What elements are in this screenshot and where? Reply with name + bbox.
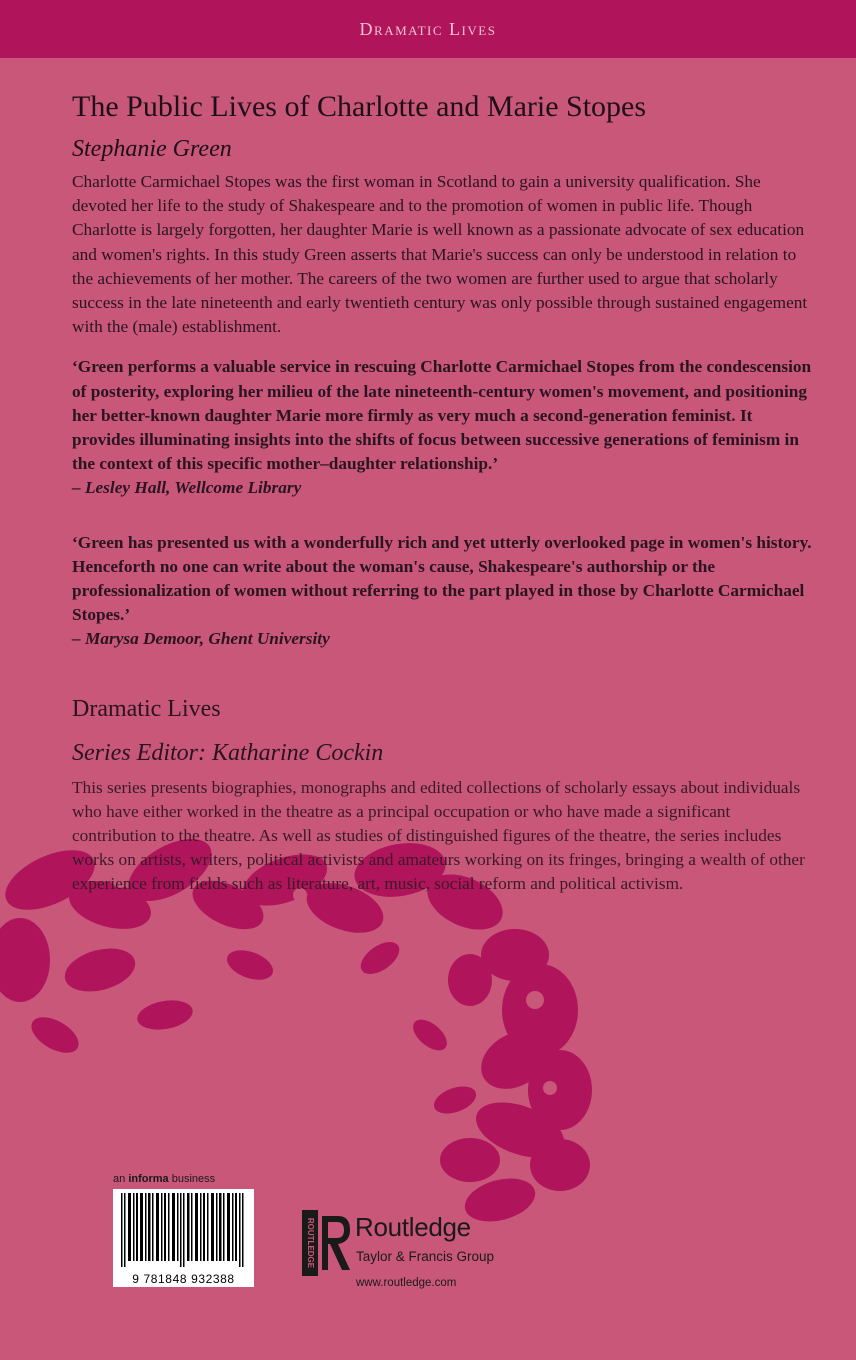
review-quote-2: ‘Green has presented us with a wonderfully rich and yet utterly overlooked page in women's history. Henceforth no one can write about the woman's cause, Shakespeare's authorship or the professionalization of women without referring to the part played in those by Charlotte Carmichael Stopes.’ bbox=[72, 532, 812, 625]
series-title: Dramatic Lives bbox=[72, 695, 221, 722]
routledge-logo-text: ROUTLEDGE bbox=[305, 1217, 315, 1269]
informa-business-tag bbox=[113, 1173, 215, 1185]
review-attribution-1: – Lesley Hall, Wellcome Library bbox=[72, 478, 302, 498]
review-quote-1: ‘Green performs a valuable service in rescuing Charlotte Carmichael Stopes from the condescension of posterity, exploring her milieu of the late nineteenth-century women's movement, and positioning her better-known daughter Marie more firmly as very much a second-generation feminist. It provides illuminating insights into the shifts of focus between successive generations of feminism in the context of this specific mother–daughter relationship.’ bbox=[72, 357, 812, 474]
barcode-bars bbox=[119, 1193, 248, 1267]
series-description: This series presents biographies, monographs and edited collections of scholarly essays about individuals who have either worked in the theatre as a principal occupation or who have made a significant contribution to the theatre. As well as studies of distinguished figures of the theatre, the series includes works on artists, writers, political activists and amateurs working on its fringes, bringing a wealth of other experience from fields such as literature, art, music, social reform and political activism. bbox=[72, 777, 805, 894]
routledge-logo-icon bbox=[302, 1210, 352, 1276]
isbn-digits: 9 781848 932388 bbox=[132, 1272, 235, 1286]
review-attribution-2: – Marysa Demoor, Ghent University bbox=[72, 629, 330, 649]
informa-brand: informa bbox=[128, 1173, 169, 1185]
informa-suffix: business bbox=[171, 1173, 216, 1185]
publisher-name: Routledge bbox=[355, 1212, 471, 1242]
isbn-barcode bbox=[113, 1189, 254, 1287]
book-author: Stephanie Green bbox=[72, 136, 232, 162]
series-editor: Series Editor: Katharine Cockin bbox=[72, 739, 384, 766]
publisher-url[interactable]: www.routledge.com bbox=[356, 1277, 457, 1289]
informa-prefix: an bbox=[113, 1173, 126, 1185]
book-blurb: Charlotte Carmichael Stopes was the first woman in Scotland to gain a university qualification. She devoted her life to the study of Shakespeare and to the promotion of women in public life. Though Charlotte is largely forgotten, her daughter Marie is well known as a passionate advocate of sex education and women's rights. In this study Green asserts that Marie's success can only be understood in relation to the achievements of her mother. The careers of the two women are further used to argue that scholarly success in the late nineteenth and early twentieth century was only possible through sustained engagement with the (male) establishment. bbox=[72, 172, 808, 337]
book-title: The Public Lives of Charlotte and Marie Stopes bbox=[72, 90, 647, 123]
series-header-label: Dramatic Lives bbox=[359, 19, 497, 39]
publisher-group: Taylor & Francis Group bbox=[356, 1249, 495, 1264]
back-cover-content bbox=[72, 88, 812, 897]
